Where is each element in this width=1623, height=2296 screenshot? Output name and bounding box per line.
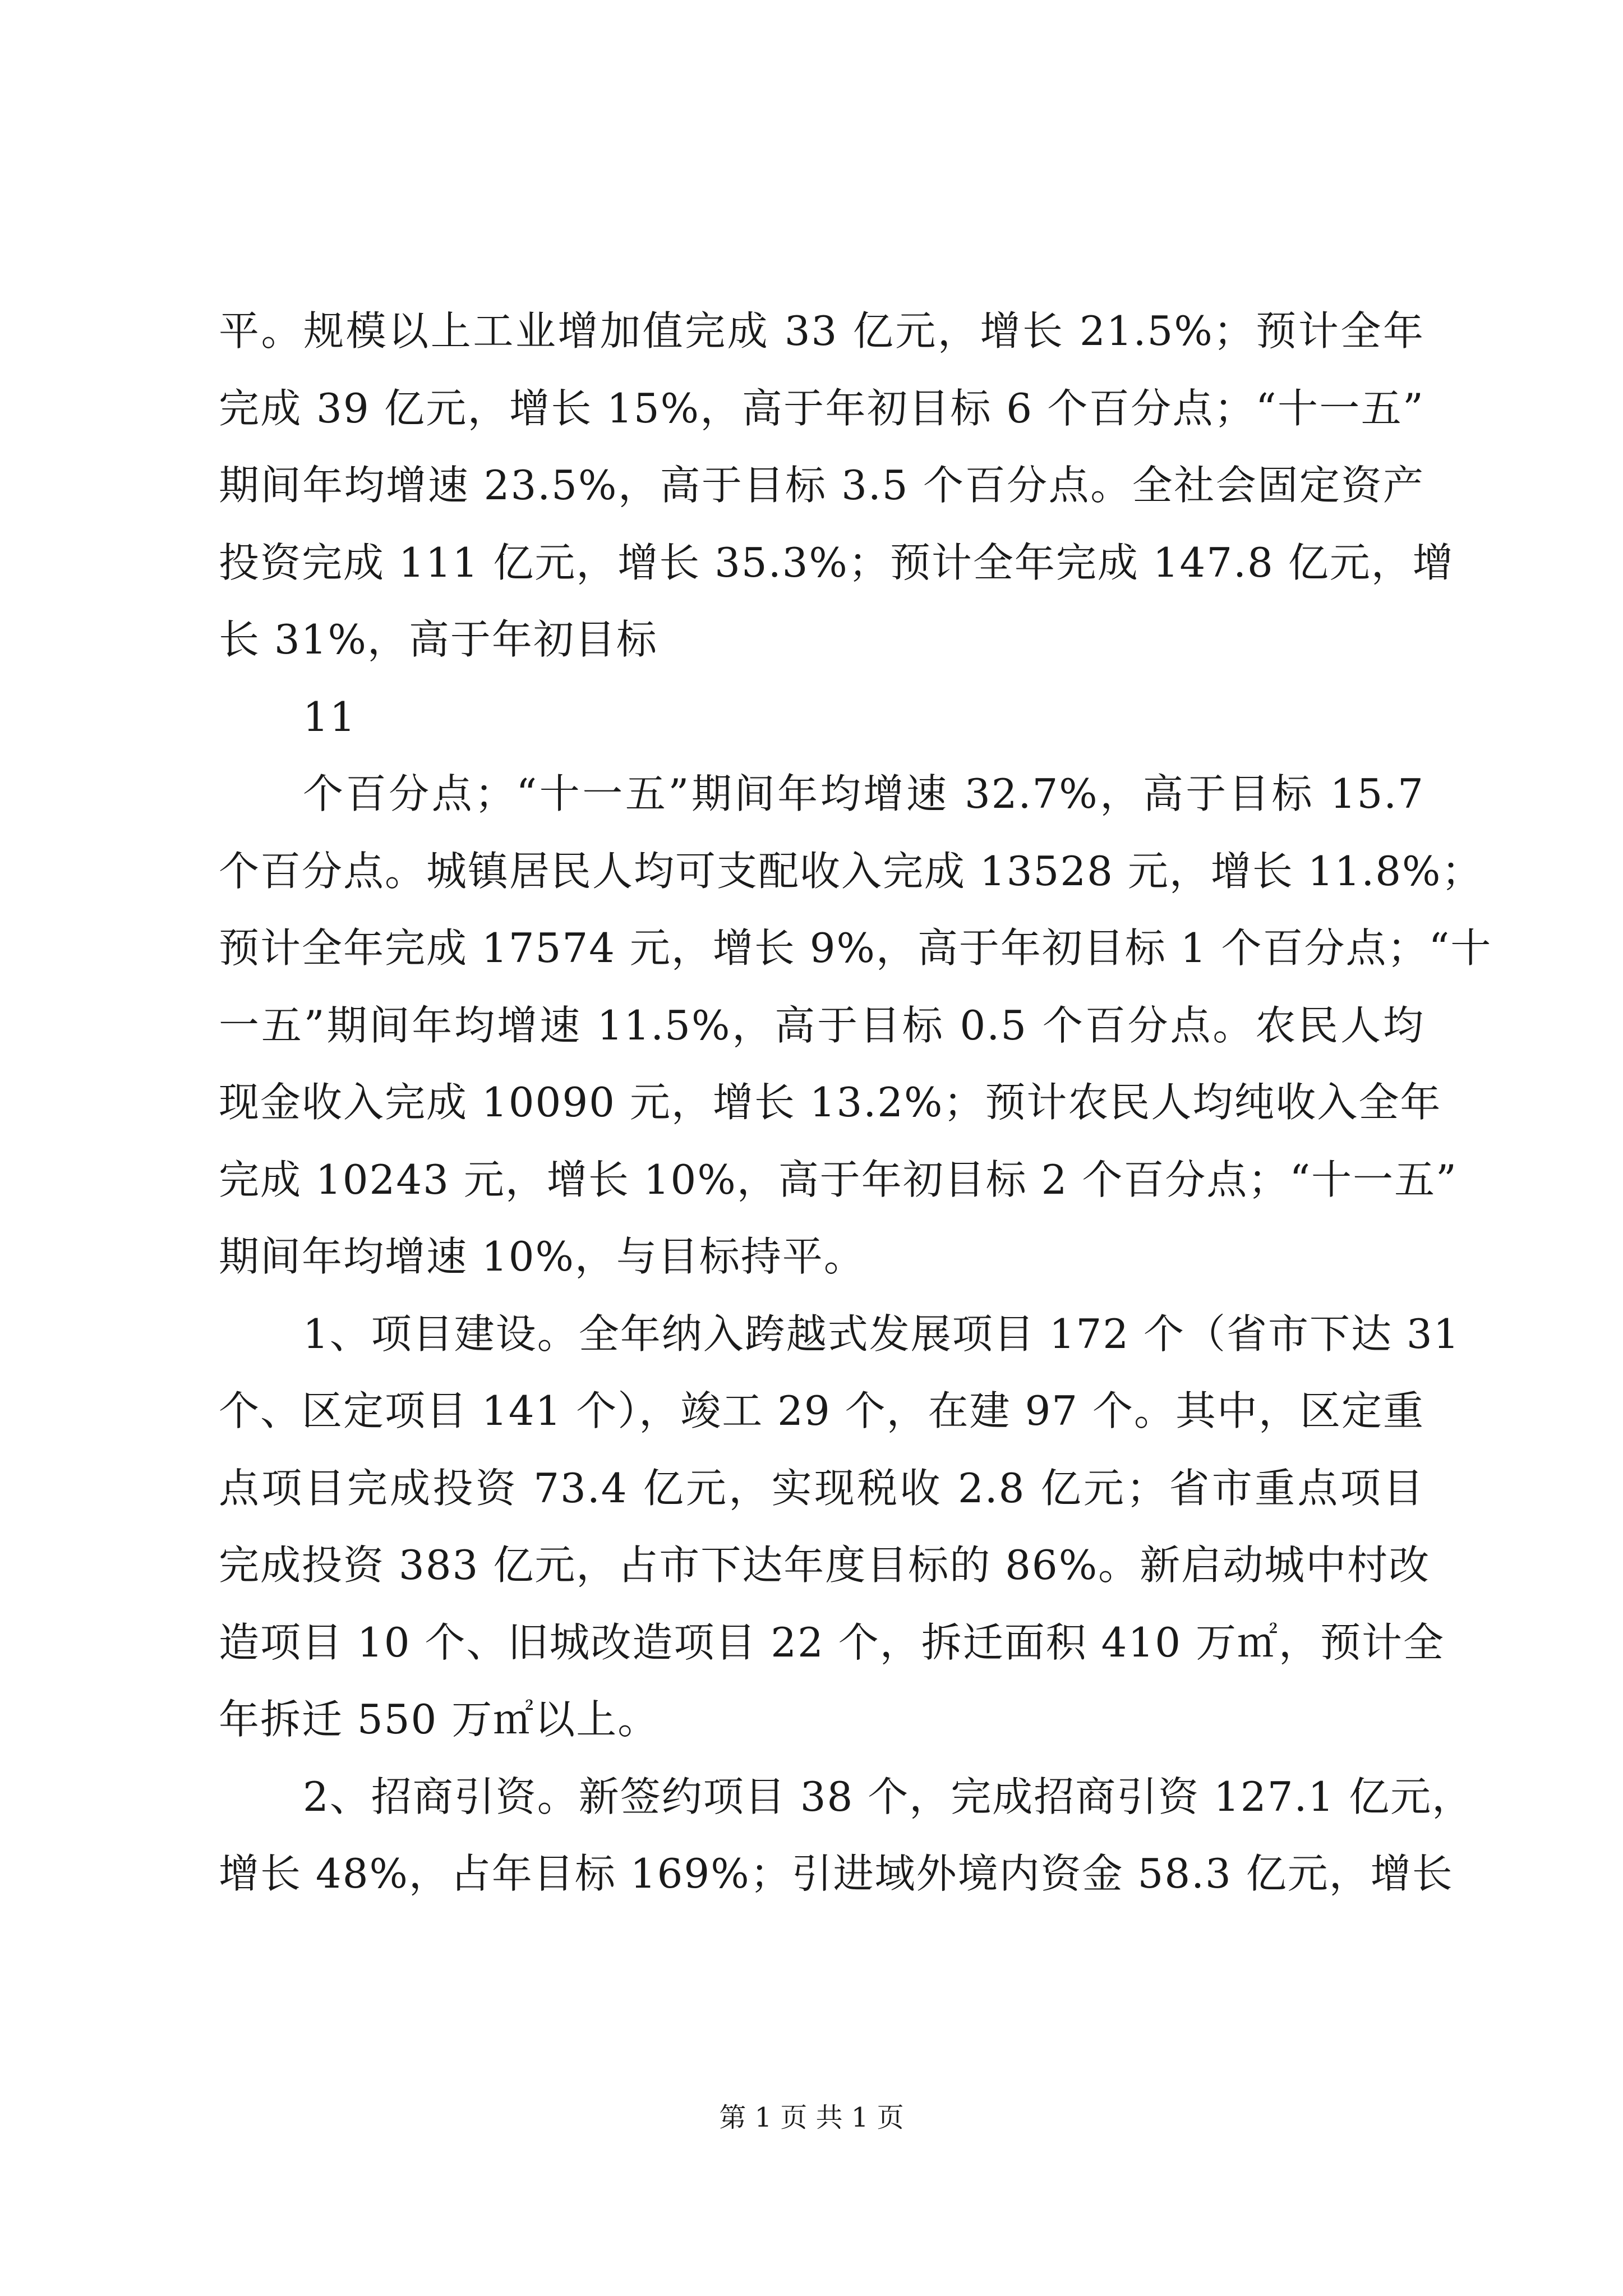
text-line: 一五”期间年均增速 11.5%，高于目标 0.5 个百分点。农民人均 xyxy=(219,1001,1424,1049)
text-line: 年拆迁 550 万㎡以上。 xyxy=(219,1696,660,1743)
text-line: 11 xyxy=(303,693,357,740)
text-line: 完成 39 亿元，增长 15%，高于年初目标 6 个百分点；“十一五” xyxy=(219,384,1424,432)
text-line: 期间年均增速 23.5%，高于目标 3.5 个百分点。全社会固定资产 xyxy=(219,462,1424,509)
text-line: 2、招商引资。新签约项目 38 个，完成招商引资 127.1 亿元， xyxy=(303,1773,1474,1820)
text-line: 平。规模以上工业增加值完成 33 亿元，增长 21.5%；预计全年 xyxy=(219,307,1424,355)
text-line: 长 31%，高于年初目标 xyxy=(219,616,658,663)
text-line: 完成投资 383 亿元，占市下达年度目标的 86%。新启动城中村改 xyxy=(219,1542,1431,1589)
page-footer: 第 1 页 共 1 页 xyxy=(719,2102,904,2133)
text-line: 投资完成 111 亿元，增长 35.3%；预计全年完成 147.8 亿元，增 xyxy=(219,539,1454,586)
text-line: 期间年均增速 10%，与目标持平。 xyxy=(219,1233,865,1280)
text-line: 点项目完成投资 73.4 亿元，实现税收 2.8 亿元；省市重点项目 xyxy=(219,1464,1424,1512)
document-body xyxy=(219,293,1492,1913)
text-line: 个百分点。城镇居民人均可支配收入完成 13528 元，增长 11.8%； xyxy=(219,847,1483,895)
text-line: 个百分点；“十一五”期间年均增速 32.7%，高于目标 15.7 xyxy=(303,770,1424,817)
text-line: 现金收入完成 10090 元，增长 13.2%；预计农民人均纯收入全年 xyxy=(219,1079,1442,1126)
text-line: 造项目 10 个、旧城改造项目 22 个，拆迁面积 410 万㎡，预计全 xyxy=(219,1618,1445,1666)
text-line: 增长 48%，占年目标 169%；引进域外境内资金 58.3 亿元，增长 xyxy=(219,1850,1454,1897)
text-line: 1、项目建设。全年纳入跨越式发展项目 172 个（省市下达 31 xyxy=(303,1310,1460,1358)
text-line: 完成 10243 元，增长 10%，高于年初目标 2 个百分点；“十一五” xyxy=(219,1156,1458,1203)
text-line: 预计全年完成 17574 元，增长 9%，高于年初目标 1 个百分点；“十 xyxy=(219,924,1492,972)
text-line: 个、区定项目 141 个），竣工 29 个，在建 97 个。其中，区定重 xyxy=(219,1387,1424,1434)
